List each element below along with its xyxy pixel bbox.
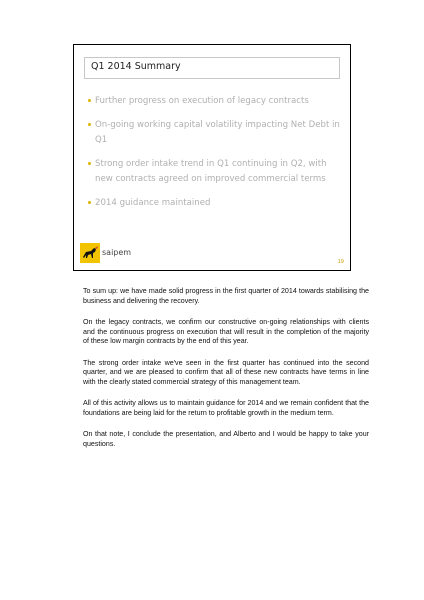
slide-title-box [84,57,340,79]
bullet-dot-icon [88,162,91,165]
slide-bullet [88,157,346,187]
slide-title: Q1 2014 Summary [91,61,181,72]
transcript-text [83,287,369,461]
paragraph: To sum up: we have made solid progress in the first quarter of 2014 towards stabilising the business and delivering the recovery. [83,287,369,305]
slide-bullet-list [88,94,346,220]
bullet-dot-icon [88,123,91,126]
six-legged-dog-icon [80,243,100,263]
slide-bullet [88,196,346,211]
paragraph: The strong order intake we've seen in the first quarter has continued into the second quarter, and we are pleased to confirm that all of these new contracts have terms in line with the clearly stated commercial strategy of this management team. [83,358,369,386]
bullet-text: Further progress on execution of legacy contracts [95,96,309,106]
paragraph: On the legacy contracts, we confirm our constructive on-going relationships with clients and the continuous progress on execution that will result in the completion of the majority of these low margin contracts by the end of this year. [83,318,369,345]
slide-image [73,44,351,271]
bullet-text: Strong order intake trend in Q1 continuing in Q2, with new contracts agreed on improved commercial terms [95,159,327,184]
bullet-text: 2014 guidance maintained [95,198,211,208]
slide-bullet [88,118,346,148]
saipem-logo [80,243,140,263]
slide-bullet [88,94,346,109]
bullet-dot-icon [88,201,91,204]
bullet-dot-icon [88,99,91,102]
bullet-text: On-going working capital volatility impacting Net Debt in Q1 [95,120,340,145]
paragraph: On that note, I conclude the presentation, and Alberto and I would be happy to take your questions. [83,430,369,448]
paragraph: All of this activity allows us to maintain guidance for 2014 and we remain confident that the foundations are being laid for the return to profitable growth in the medium term. [83,399,369,417]
slide-page-number: 19 [337,259,344,265]
logo-wordmark: saipem [102,248,132,257]
